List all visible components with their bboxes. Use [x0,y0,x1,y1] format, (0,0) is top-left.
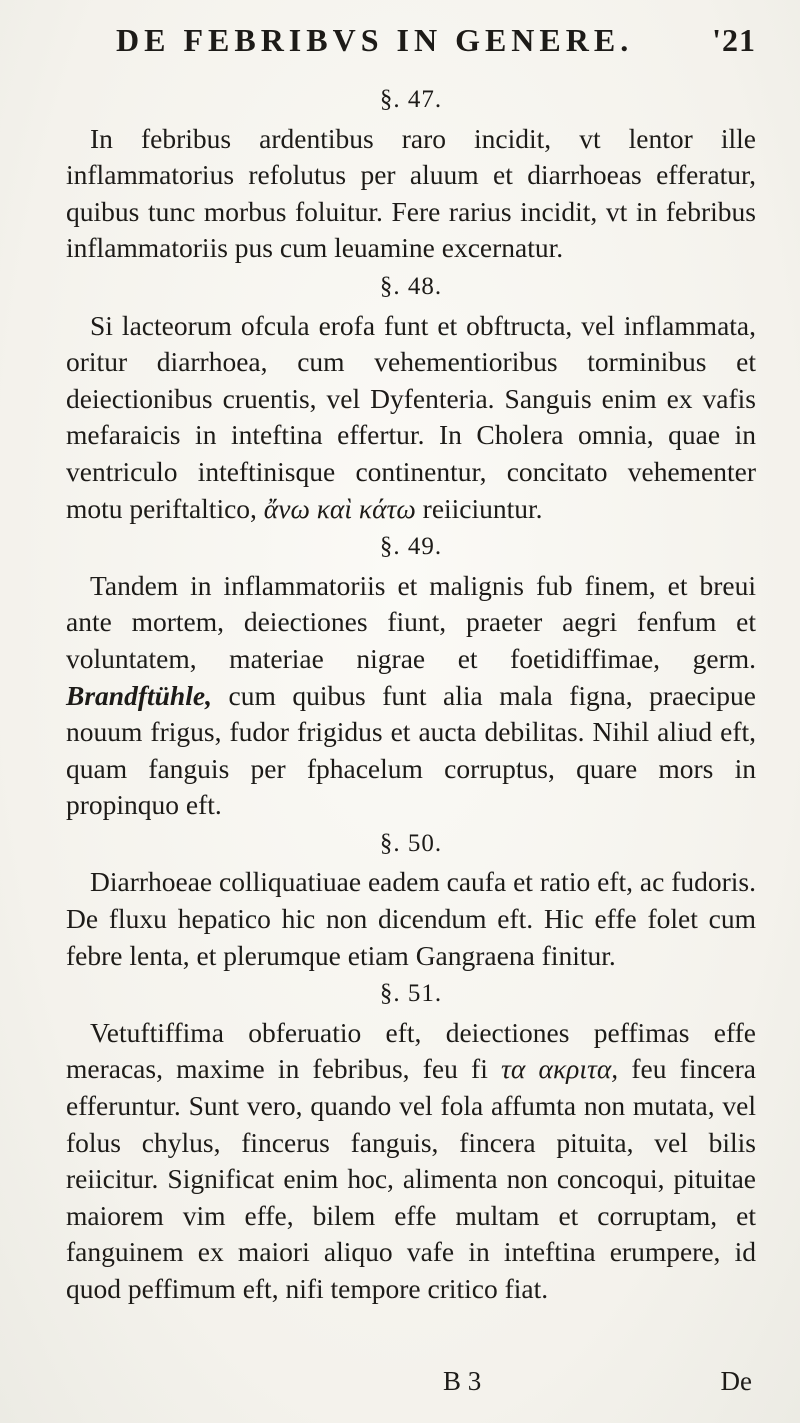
running-head [60,22,756,70]
signature-mark: B 3 [443,1366,482,1396]
section-number-50: §. 50. [379,829,443,857]
page-number: '21 [712,22,756,58]
german-term: Brandftühle, [66,679,212,711]
section-paragraph-49 [66,568,756,824]
running-title: DE FEBRIBVS IN GENERE. [116,22,634,58]
greek-phrase: ἄνω καὶ κάτω [263,492,416,524]
paragraph-text: Si lacteorum ofcula erofa funt et obftructa, vel inflammata, oritur diarrhoea, cum vehementioribus torminibus et deiectionibus cruentis, vel Dyfenteria. Sanguis enim ex vafis mefaraicis in inteftina effertur. In Cholera omnia, quae in ventriculo inteftinisque continentur, concitato vehementer motu periftaltico, [66,309,756,524]
paragraph-text: feu fincera efferuntur. Sunt vero, quando vel fola affumta non mutata, vel folus chylus, fincerus fanguis, fincera pituita, vel bilis reiicitur. Significat enim hoc, alimenta non concoqui, pituitae maiorem vim effe, bilem effe multam et corruptam, et fanguinem ex maiori aliquo vafe in inteftina erumpere, id quod peffimum eft, nifi tempore critico fiat. [66,1053,756,1304]
paragraph-text: reiiciuntur. [422,492,543,524]
body-text [66,80,756,1308]
section-paragraph-50: Diarrhoeae colliquatiuae eadem caufa et ratio eft, ac fudoris. De fluxu hepatico hic non dicendum eft. Hic effe folet cum febre lenta, et plerumque etiam Gangraena finitur. [66,866,756,971]
paragraph-text: Tandem in inflammatoriis et malignis fub finem, et breui ante mortem, deiectiones fiunt, praeter aegri fenfum et voluntatem, materiae nigrae et foetidiffimae, germ. [66,569,756,674]
section-number-51: §. 51. [379,980,443,1008]
paragraph-text: cum quibus funt alia mala figna, praecipue nouum frigus, fudor frigidus et aucta debilitas. Nihil aliud eft, quam fanguis per fphacelum corruptus, quare mors in propinquo eft. [66,679,757,821]
paragraph-text: Vetuftiffima obferuatio eft, deiectiones peffimas effe meracas, maxime in febribus, feu fi [66,1016,756,1085]
catchword: De [720,1366,752,1396]
greek-phrase: τα ακριτα, [501,1053,619,1085]
section-number-47: §. 47. [379,86,443,113]
section-number-48: §. 48. [379,272,443,300]
section-paragraph-47: In febribus ardentibus raro incidit, vt lentor ille inflammatorius refolutus per aluum et diarrhoeas efferatur, quibus tunc morbus foluitur. Fere rarius incidit, vt in febribus inflammatoriis pus cum leuamine excernatur. [66,122,756,264]
section-paragraph-48 [66,308,756,528]
section-number-49: §. 49. [379,533,443,561]
section-paragraph-51 [66,1015,756,1308]
